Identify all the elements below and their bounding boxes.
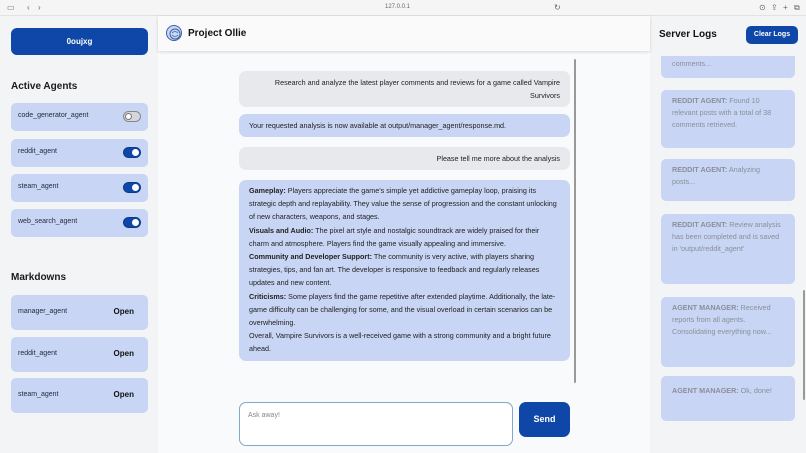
message-text: Your requested analysis is now available at output/manager_agent/response.md.	[249, 121, 507, 130]
log-list[interactable]	[650, 56, 806, 453]
clear-logs-button[interactable]: Clear Logs	[746, 26, 798, 44]
log-source: REDDIT AGENT:	[672, 165, 728, 174]
open-markdown-reddit-button[interactable]: Open	[113, 349, 134, 358]
analysis-gameplay	[249, 184, 560, 224]
analysis-text: The pixel art style and nostalgic soundtrack are widely praised for their charm and atmosphere. Players find the game visually appealing and immersive.	[249, 225, 540, 248]
analysis-text: Overall, Vampire Survivors is a well-received game with a strong community and a bright future ahead.	[249, 331, 551, 354]
log-source: AGENT MANAGER:	[672, 386, 739, 395]
share-icon[interactable]: ⇪	[771, 3, 778, 12]
message-text: Research and analyze the latest player comments and reviews for a game called Vampire Survivors	[274, 78, 560, 101]
markdowns-title: Markdowns	[11, 272, 67, 283]
user-button[interactable]: 0oujxg	[11, 28, 148, 55]
agent-row-reddit	[11, 139, 148, 167]
log-entry	[661, 214, 795, 284]
active-agents-title: Active Agents	[11, 81, 78, 92]
agent-toggle-reddit[interactable]	[123, 147, 141, 158]
browser-toolbar	[0, 0, 806, 16]
log-entry	[661, 56, 795, 78]
agent-label: steam_agent	[18, 183, 59, 190]
markdown-label: reddit_agent	[18, 350, 57, 357]
markdown-label: steam_agent	[18, 391, 59, 398]
log-source: REDDIT AGENT:	[672, 220, 728, 229]
analysis-community	[249, 250, 560, 290]
page-title: Project Ollie	[188, 28, 247, 39]
agent-label: reddit_agent	[18, 148, 57, 155]
agent-row-code-generator	[11, 103, 148, 131]
server-logs-panel	[650, 16, 806, 453]
toggle-knob	[132, 149, 139, 156]
analysis-heading: Visuals and Audio:	[249, 225, 314, 235]
tabs-overview-icon[interactable]: ⧉	[794, 3, 800, 12]
server-logs-title: Server Logs	[659, 29, 717, 40]
agent-label: code_generator_agent	[18, 112, 89, 119]
logo-icon	[166, 25, 182, 41]
address-bar[interactable]: 127.0.0.1	[385, 4, 411, 10]
markdown-row-reddit	[11, 337, 148, 372]
sidebar	[0, 16, 158, 453]
chat-message-analysis	[239, 180, 570, 361]
main-panel	[158, 16, 650, 453]
chat-scrollbar[interactable]	[574, 59, 576, 383]
agent-toggle-steam[interactable]	[123, 182, 141, 193]
logs-scrollbar[interactable]	[803, 290, 805, 400]
analysis-heading: Gameplay:	[249, 186, 286, 195]
markdown-row-manager	[11, 295, 148, 330]
log-entry	[661, 376, 795, 421]
chat-message-user	[239, 71, 570, 107]
agent-row-steam	[11, 174, 148, 202]
log-entry	[661, 297, 795, 367]
send-button[interactable]: Send	[519, 402, 570, 437]
log-source: REDDIT AGENT:	[672, 96, 728, 105]
agent-label: web_search_agent	[18, 218, 78, 225]
chat-input[interactable]: Ask away!	[239, 402, 513, 446]
analysis-overall	[249, 329, 560, 355]
analysis-visuals	[249, 224, 560, 250]
app-header	[158, 16, 650, 51]
new-tab-icon[interactable]: +	[783, 3, 788, 12]
analysis-text: Some players find the game repetitive after extended playtime. Additionally, the late-game difficulty can be challenging for some, and the visual overload in certain scenarios can be overwhelming.	[249, 291, 556, 328]
analysis-heading: Criticisms:	[249, 291, 287, 301]
analysis-text: Players appreciate the game's simple yet addictive gameplay loop, praising its strategic depth and replayability. They value the sense of progression and the constant unlocking of new characters, weapons, and stages.	[249, 186, 557, 222]
sidebar-toggle-icon[interactable]: ▭	[7, 3, 15, 12]
toggle-knob	[125, 113, 132, 120]
log-source: AGENT MANAGER:	[672, 303, 739, 312]
log-text: Review analysis has been completed and is saved in 'output/reddit_agent'	[672, 220, 781, 253]
reload-icon[interactable]: ↻	[554, 3, 561, 12]
markdown-row-steam	[11, 378, 148, 413]
chat-message-user	[239, 147, 570, 170]
agent-row-web-search	[11, 209, 148, 237]
analysis-criticisms	[249, 290, 560, 330]
message-text: Please tell me more about the analysis	[436, 154, 560, 163]
log-text: Analyzing posts...	[672, 165, 761, 186]
analysis-text: The community is very active, with players sharing strategies, tips, and fan art. The developer is responsive to feedback and regularly releases updates and new content.	[249, 252, 540, 288]
forward-icon[interactable]: ›	[38, 3, 41, 12]
agent-toggle-web-search[interactable]	[123, 217, 141, 228]
log-text: comments...	[672, 59, 712, 68]
open-markdown-steam-button[interactable]: Open	[113, 390, 134, 399]
chat-message-bot	[239, 114, 570, 137]
analysis-heading: Community and Developer Support:	[249, 252, 372, 262]
toggle-knob	[132, 184, 139, 191]
log-text: Found 10 relevant posts with a total of 38 comments retrieved.	[672, 96, 772, 129]
log-entry	[661, 90, 795, 148]
log-text: Ok, done!	[738, 386, 772, 395]
markdown-label: manager_agent	[18, 308, 68, 315]
download-icon[interactable]: ⊙	[759, 3, 766, 12]
log-entry	[661, 159, 795, 201]
chat-log[interactable]	[158, 51, 650, 384]
log-text: Received reports from all agents. Consolidating everything now...	[672, 303, 772, 336]
agent-toggle-code-generator[interactable]	[123, 111, 141, 122]
toggle-knob	[132, 219, 139, 226]
open-markdown-manager-button[interactable]: Open	[113, 307, 134, 316]
back-icon[interactable]: ‹	[27, 3, 30, 12]
